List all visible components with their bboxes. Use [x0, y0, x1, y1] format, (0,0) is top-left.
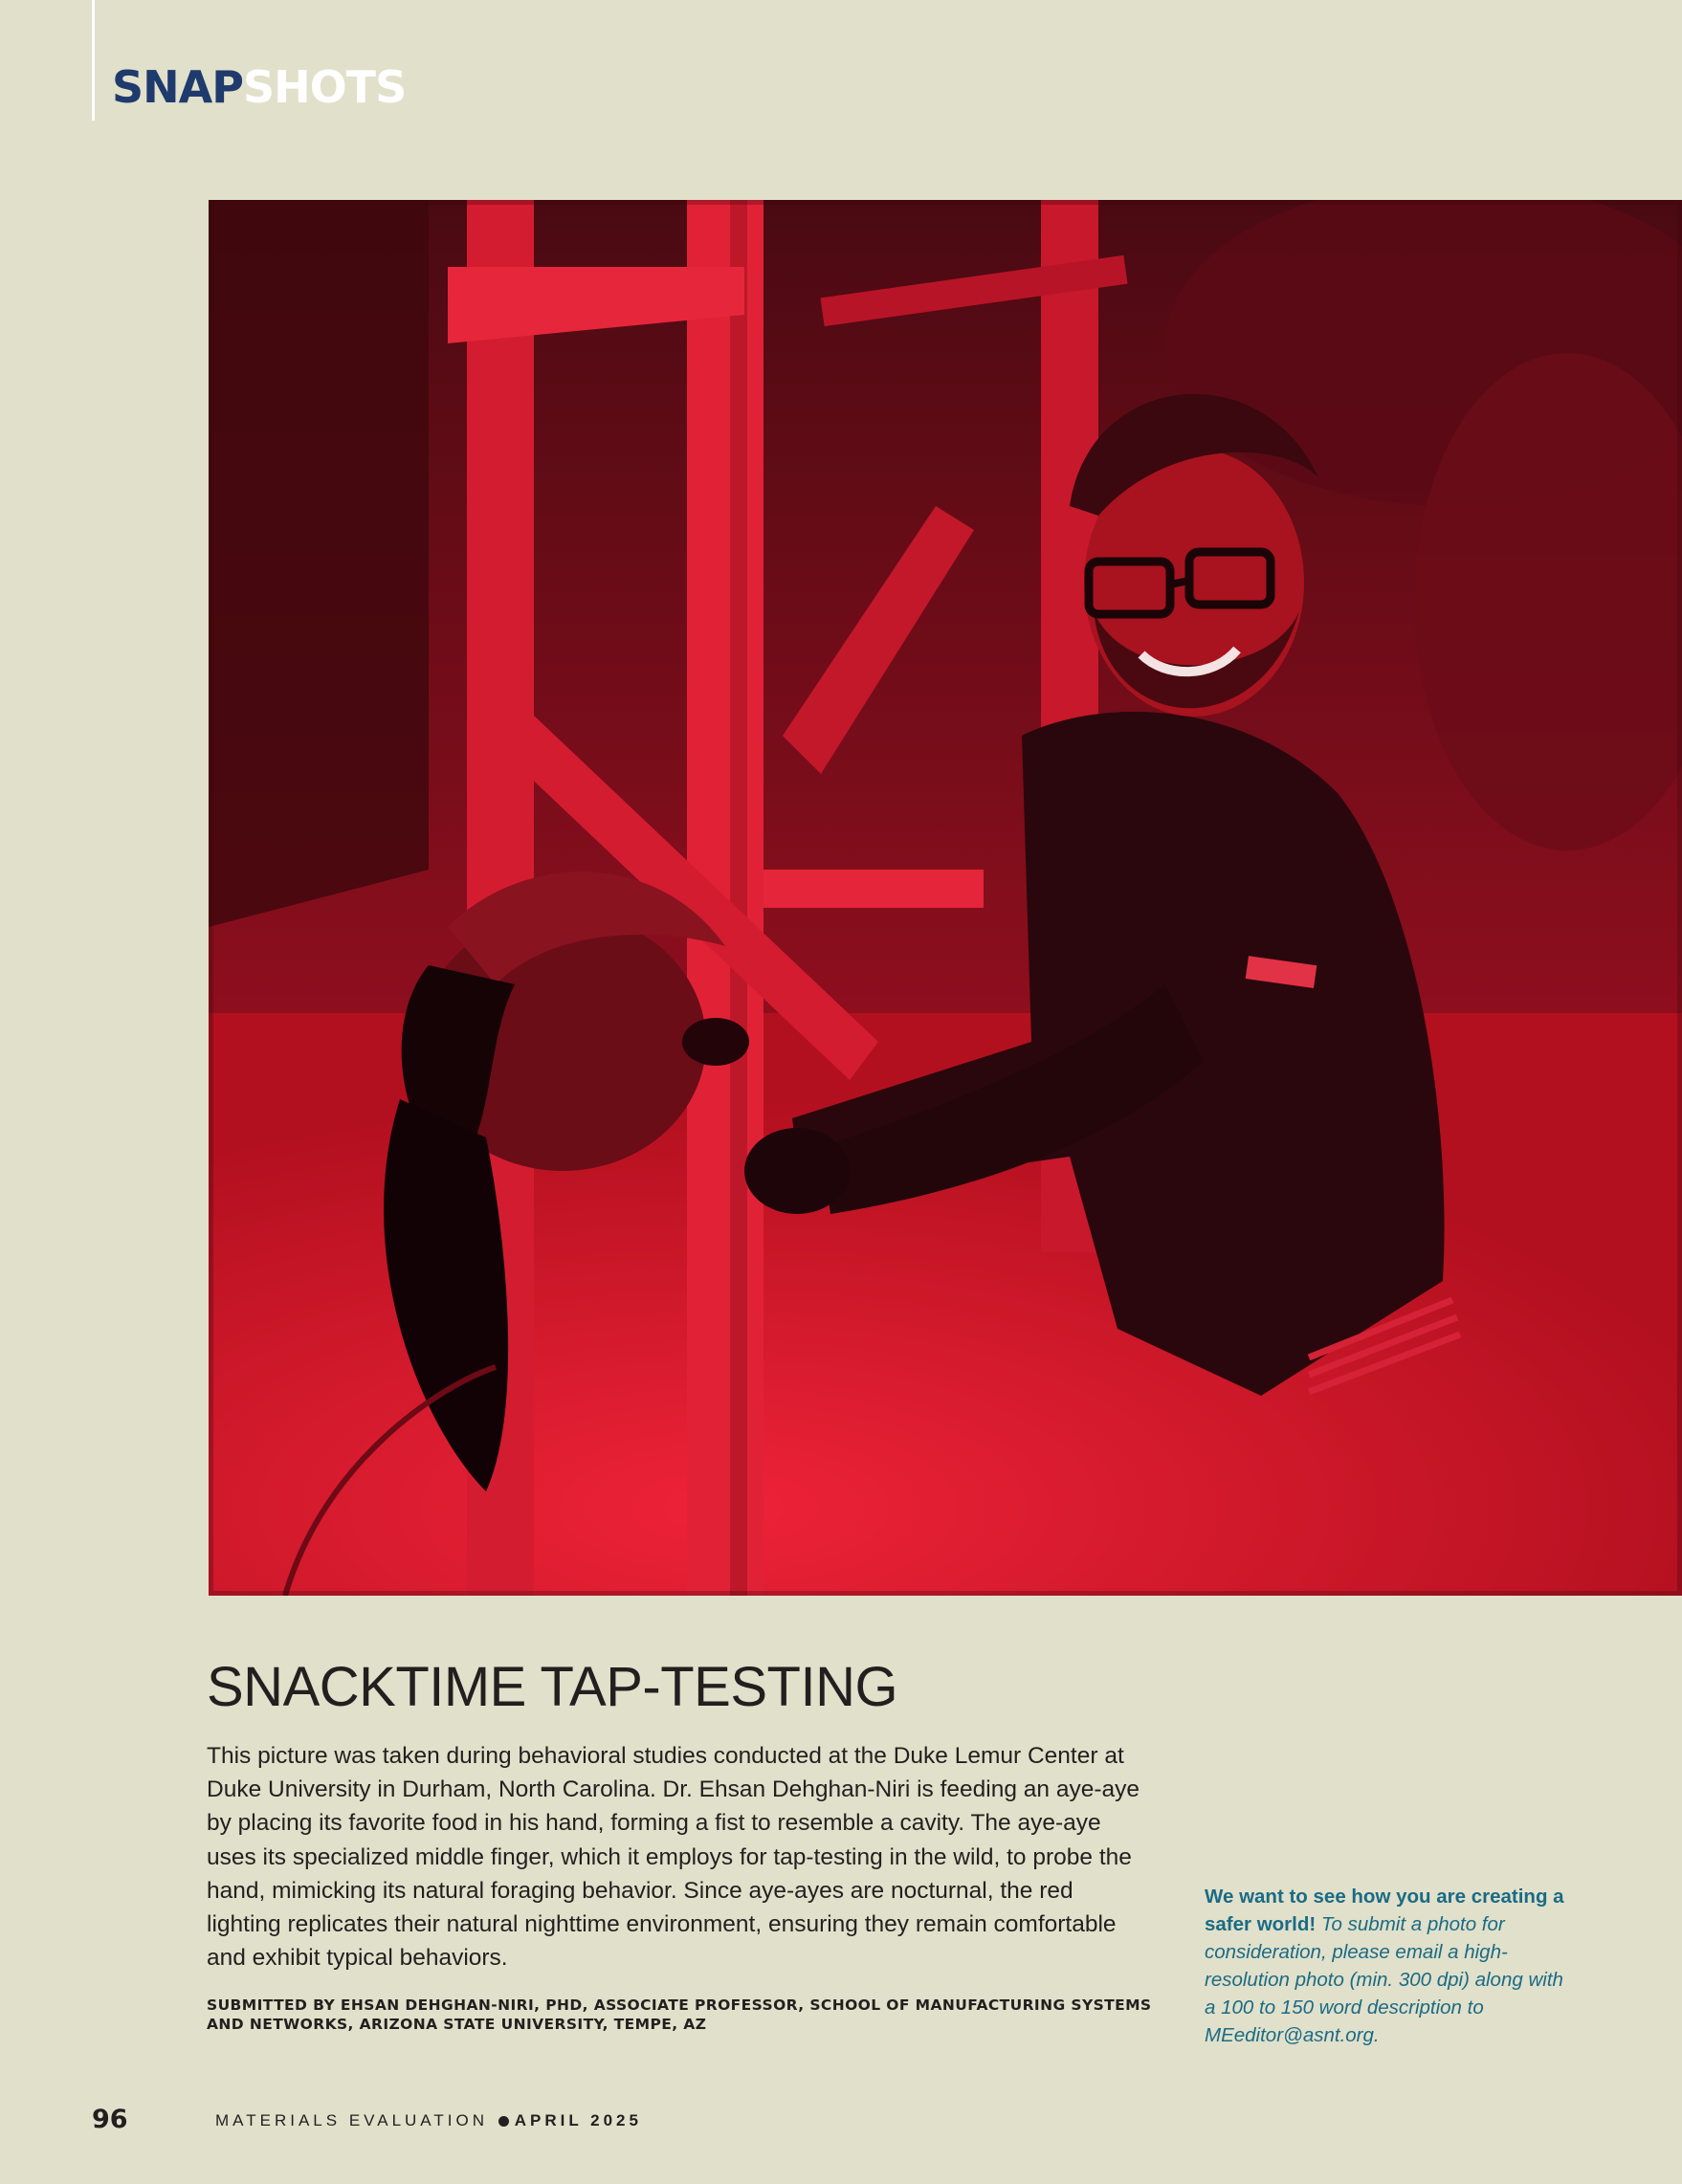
submission-callout: [1205, 1883, 1578, 2049]
section-label: [112, 61, 407, 113]
photo-illustration: [209, 200, 1682, 1596]
bullet-dot-icon: [498, 2116, 509, 2127]
section-label-snap: SNAP: [112, 61, 243, 113]
publication-name: MATERIALS EVALUATION: [215, 2111, 488, 2129]
callout-lead: We want to see how you are creating a safer world!: [1205, 1886, 1564, 1935]
feature-photo: [209, 200, 1682, 1596]
page-number: 96: [92, 2105, 128, 2134]
article-title: SNACKTIME TAP-TESTING: [207, 1656, 898, 1718]
photo-credit: SUBMITTED BY EHSAN DEHGHAN-NIRI, PHD, ASSOCIATE PROFESSOR, SCHOOL OF MANUFACTURING SYSTEMS AND NETWORKS, ARIZONA STATE UNIVERSITY, TEMPE, AZ: [207, 1996, 1152, 2033]
callout-instructions: To submit a photo for consideration, please email a high-resolution photo (min. 300 dpi) along with a 100 to 150 word description to MEeditor@asnt.org.: [1205, 1913, 1563, 2046]
article-body: This picture was taken during behavioral studies conducted at the Duke Lemur Center at Duke University in Durham, North Carolina. Dr. Ehsan Dehghan-Niri is feeding an aye-aye by placing its favorite food in his hand, forming a fist to resemble a cavity. The aye-aye uses its specialized middle finger, which it employs for tap-testing in the wild, to probe the hand, mimicking its natural foraging behavior. Since aye-ayes are nocturnal, the red lighting replicates their natural nighttime environment, ensuring they remain comfortable and exhibit typical behaviors.: [207, 1743, 1140, 1972]
header-rule: [92, 0, 95, 121]
issue-date: APRIL 2025: [514, 2111, 642, 2129]
section-label-shots: SHOTS: [242, 61, 407, 113]
running-footer: [215, 2112, 642, 2129]
